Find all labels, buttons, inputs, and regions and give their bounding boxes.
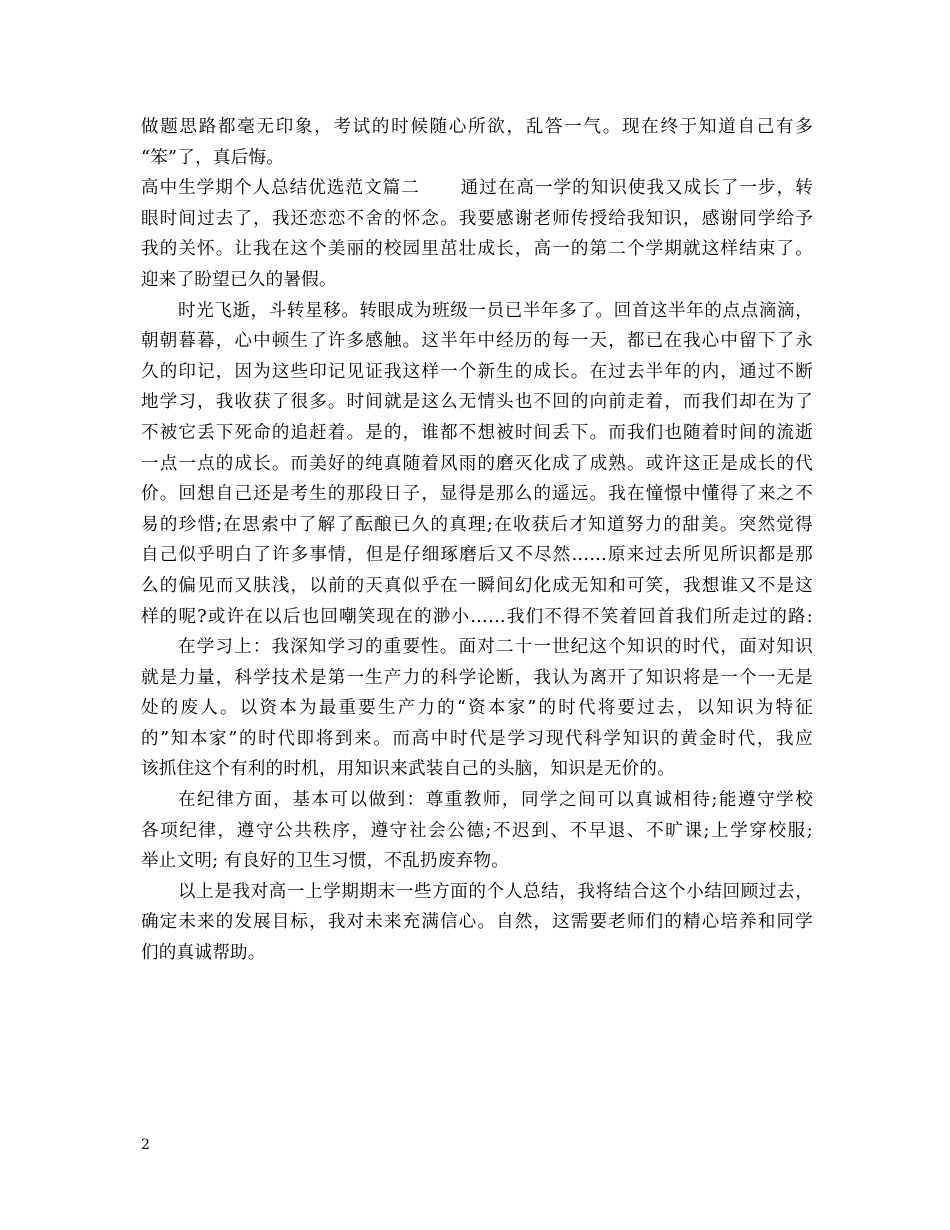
text-line: 样的呢?或许在以后也回嘲笑现在的渺小……我们不得不笑着回首我们所走过的路: <box>141 606 813 627</box>
text-line: 时光飞逝，斗转星移。转眼成为班级一员已半年多了。回首这半年的点点滴滴， <box>178 300 813 321</box>
text-line: 确定未来的发展目标，我对未来充满信心。自然，这需要老师们的精心培养和同学 <box>141 912 813 933</box>
text-line: 的”知本家”的时代即将到来。而高中时代是学习现代科学知识的黄金时代，我应 <box>141 728 813 749</box>
section-heading-line <box>141 173 813 204</box>
text-line: “笨”了，真后悔。 <box>141 147 285 168</box>
text-line: 朝朝暮暮，心中顿生了许多感触。这半年中经历的每一天，都已在我心中留下了永 <box>141 331 813 352</box>
text-line: 价。回想自己还是考生的那段日子，显得是那么的遥远。我在憧憬中懂得了来之不 <box>141 484 813 505</box>
text-line: 举止文明; 有良好的卫生习惯，不乱扔废弃物。 <box>141 851 510 872</box>
text-line: 地学习，我收获了很多。时间就是这么无情头也不回的向前走着，而我们却在为了 <box>141 392 813 413</box>
text-line: 们的真诚帮助。 <box>141 943 266 964</box>
text-segment: 通过在高一学的知识使我又成长了一步，转 <box>459 178 814 199</box>
text-line: 该抓住这个有利的时机，用知识来武装自己的头脑，知识是无价的。 <box>141 759 675 780</box>
document-body <box>141 112 813 969</box>
text-line: 在纪律方面，基本可以做到：尊重教师，同学之间可以真诚相待;能遵守学校 <box>178 790 813 811</box>
text-line: 做题思路都毫无印象，考试的时候随心所欲，乱答一气。现在终于知道自己有多 <box>141 117 813 137</box>
text-line: 迎来了盼望已久的暑假。 <box>141 269 337 290</box>
text-line: 处的废人。以资本为最重要生产力的“资本家”的时代将要过去，以知识为特征 <box>141 698 813 719</box>
section-heading: 高中生学期个人总结优选范文篇二 <box>141 178 420 199</box>
text-line: 不被它丢下死命的追赶着。是的，谁都不想被时间丢下。而我们也随着时间的流逝 <box>141 422 813 443</box>
text-line: 眼时间过去了，我还恋恋不舍的怀念。我要感谢老师传授给我知识，感谢同学给予 <box>141 208 813 229</box>
page-number: 2 <box>141 1137 150 1153</box>
text-line: 就是力量，科学技术是第一生产力的科学论断，我认为离开了知识将是一个一无是 <box>141 667 813 688</box>
text-line: 以上是我对高一上学期期末一些方面的个人总结，我将结合这个小结回顾过去， <box>178 881 813 902</box>
text-line: 自己似乎明白了许多事情，但是仔细琢磨后又不尽然……原来过去所见所识都是那 <box>141 545 813 566</box>
text-line: 易的珍惜;在思索中了解了酝酿已久的真理;在收获后才知道努力的甜美。突然觉得 <box>141 514 813 535</box>
text-line: 么的偏见而又肤浅，以前的天真似乎在一瞬间幻化成无知和可笑，我想谁又不是这 <box>141 575 813 596</box>
text-line: 我的关怀。让我在这个美丽的校园里茁壮成长，高一的第二个学期就这样结束了。 <box>141 239 813 260</box>
text-line: 在学习上：我深知学习的重要性。面对二十一世纪这个知识的时代，面对知识 <box>178 637 813 658</box>
text-line: 一点一点的成长。而美好的纯真随着风雨的磨灭化成了成熟。或许这正是成长的代 <box>141 453 813 474</box>
text-line: 久的印记，因为这些印记见证我这样一个新生的成长。在过去半年的内，通过不断 <box>141 361 813 382</box>
text-line: 各项纪律，遵守公共秩序，遵守社会公德;不迟到、不早退、不旷课;上学穿校服; <box>141 820 813 841</box>
